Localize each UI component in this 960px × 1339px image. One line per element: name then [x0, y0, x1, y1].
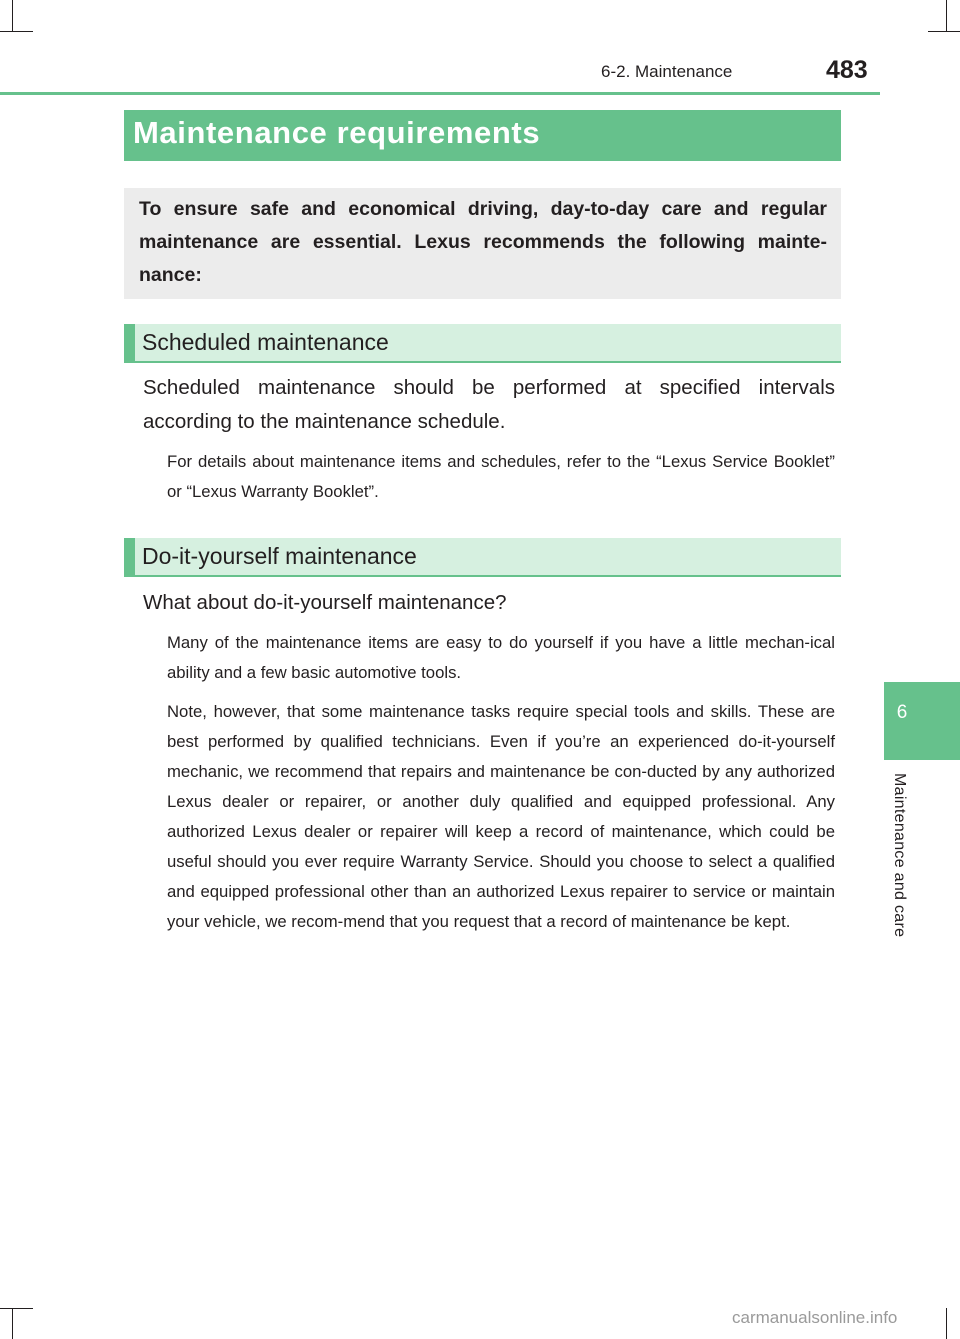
intro-box	[124, 188, 841, 299]
section-heading-scheduled: Scheduled maintenance	[124, 324, 841, 363]
intro-text: To ensure safe and economical driving, day-to-day care and regular maintenance are essential. Lexus recommends the following mainte-nance:	[139, 198, 827, 286]
diy-note-2: Note, however, that some maintenance tasks require special tools and skills. These are best performed by qualified technicians. Even if you’re an experienced do-it-yourself mechanic, we recommend that repairs and maintenance be con-ducted by any authorized Lexus dealer or repairer, or another duly qualified and equipped professional. Any authorized Lexus dealer or repairer will keep a record of maintenance, which could be useful should you ever require Warranty Service. Should you choose to select a qualified and equipped professional other than an authorized Lexus repairer to service or maintain your vehicle, we recom-mend that you request that a record of maintenance be kept.	[167, 702, 835, 931]
chapter-title: Maintenance and care	[891, 773, 908, 938]
crop-mark-top-left-h	[0, 31, 33, 32]
scheduled-note: For details about maintenance items and schedules, refer to the “Lexus Service Booklet” or “Lexus Warranty Booklet”.	[167, 452, 835, 501]
crop-mark-top-right-h	[928, 31, 960, 32]
page-number: 483	[826, 56, 868, 84]
page-title: Maintenance requirements	[124, 110, 841, 161]
diy-lead-text: What about do-it-yourself maintenance?	[143, 591, 507, 614]
scheduled-lead-text: Scheduled maintenance should be performed at specified intervals according to the maintenance schedule.	[143, 376, 835, 433]
section-heading-diy: Do-it-yourself maintenance	[124, 538, 841, 577]
crop-mark-bottom-left-v	[12, 1308, 13, 1339]
crop-mark-top-right-v	[946, 0, 947, 31]
header-rule	[0, 92, 880, 95]
crop-mark-top-left-v	[12, 0, 13, 31]
crop-mark-bottom-left-h	[0, 1308, 33, 1309]
watermark: carmanualsonline.info	[732, 1308, 898, 1327]
chapter-number: 6	[896, 702, 908, 723]
header-section-title: 6-2. Maintenance	[601, 62, 733, 81]
crop-mark-bottom-right-v	[946, 1308, 947, 1339]
diy-note-1: Many of the maintenance items are easy to do yourself if you have a little mechan-ical ability and a few basic automotive tools.	[167, 633, 835, 682]
